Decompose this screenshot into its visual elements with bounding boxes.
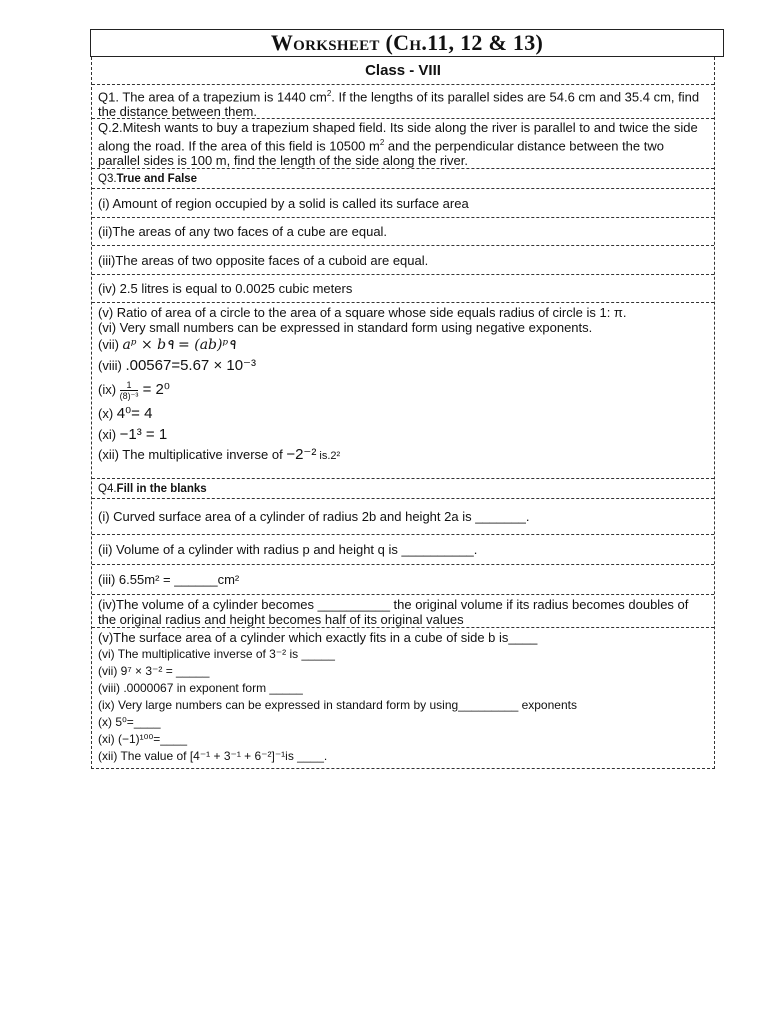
- q3-xii-label: (xii) The multiplicative inverse of: [98, 447, 287, 462]
- q3-x-label: (x): [98, 406, 117, 421]
- q2-text-b: and the perpendicular distance between the two parallel sides is 100 m, find the length of the side along the river.: [98, 138, 664, 169]
- q4-item-v: (v)The surface area of a cylinder which exactly fits in a cube of side b is____: [98, 630, 538, 645]
- q3-item-iii: (iii)The areas of two opposite faces of a cuboid are equal.: [92, 246, 714, 275]
- q3-item-v: (v) Ratio of area of a circle to the area of a square whose side equals radius of circle is 1: π.: [98, 305, 627, 320]
- q4-item-ii: (ii) Volume of a cylinder with radius p and height q is __________.: [92, 535, 714, 565]
- q4-item-vii: (vii) 9⁷ × 3⁻² = _____: [98, 664, 210, 678]
- q4-title: Fill in the blanks: [116, 483, 207, 495]
- q4-item-x: (x) 5⁰=____: [98, 715, 161, 729]
- q3-item-viii: [98, 355, 708, 377]
- q4-item-ix: (ix) Very large numbers can be expressed in standard form by using_________ exponents: [98, 698, 577, 712]
- q3-xii-tail: is.2²: [316, 450, 341, 462]
- q2-sup: 2: [379, 138, 385, 147]
- q1-text-a: Q1. The area of a trapezium is 1440 cm: [98, 89, 327, 105]
- q3-ix-label: (ix): [98, 382, 120, 397]
- q2-text-a: Q.2.Mitesh wants to buy a trapezium shaped field. Its side along the river is parallel to and twice the side along the road. If the area of this field is 10500 m: [98, 120, 698, 154]
- q3-item-vii: [98, 335, 708, 355]
- q3-ix-numerator: 1: [120, 380, 139, 391]
- q3-item-vi: (vi) Very small numbers can be expressed in standard form using negative exponents.: [98, 320, 593, 335]
- q4-item-xii: (xii) The value of [4⁻¹ + 3⁻¹ + 6⁻²]⁻¹is ____.: [98, 749, 328, 763]
- q3-item-x: [98, 403, 708, 424]
- q3-viii-label: (viii): [98, 358, 126, 373]
- q3-item-ii: (ii)The areas of any two faces of a cube are equal.: [92, 218, 714, 246]
- q3-x-math: 4⁰= 4: [116, 405, 153, 422]
- q3-ix-fraction: [120, 380, 139, 401]
- q3-item-ix: [98, 377, 708, 403]
- worksheet: [90, 29, 724, 769]
- worksheet-title: Worksheet (Ch.11, 12 & 13): [90, 29, 724, 57]
- q3-item-xi: [98, 424, 708, 445]
- q3-item-i: (i) Amount of region occupied by a solid is called its surface area: [92, 189, 714, 218]
- q3-heading: [92, 169, 714, 189]
- q4-item-iv: (iv)The volume of a cylinder becomes __________ the original volume if its radius becomes doubles of the original radius and height becomes half of its original values: [92, 595, 714, 628]
- q4-item-viii: (viii) .0000067 in exponent form _____: [98, 681, 303, 695]
- class-label: Class - VIII: [92, 57, 714, 85]
- q3-vii-label: (vii): [98, 337, 123, 352]
- q3-item-iv: (iv) 2.5 litres is equal to 0.0025 cubic meters: [92, 275, 714, 303]
- q3-xi-math: −1³ = 1: [119, 426, 168, 443]
- q3-vii-math: aᵖ × b۹ = (ab)ᵖ۹: [122, 337, 236, 353]
- q4-block: [92, 628, 714, 768]
- question-1: [92, 85, 714, 119]
- q3-xii-math: −2⁻²: [286, 446, 317, 463]
- q4-item-iii: (iii) 6.55m² = ______cm²: [92, 565, 714, 595]
- q4-item-i: (i) Curved surface area of a cylinder of radius 2b and height 2a is _______.: [92, 499, 714, 535]
- q3-ix-rhs: = 2⁰: [138, 381, 170, 398]
- q4-number: Q4.: [98, 483, 117, 495]
- question-2: [92, 119, 714, 169]
- q4-heading: [92, 479, 714, 499]
- q3-number: Q3.: [98, 173, 117, 185]
- q4-item-vi: (vi) The multiplicative inverse of 3⁻² is _____: [98, 647, 335, 661]
- q1-sup: 2: [326, 89, 332, 98]
- q3-item-xii: [98, 445, 708, 465]
- q3-title: True and False: [116, 173, 198, 185]
- q1-text-b: . If the lengths of its parallel sides are 54.6 cm and 35.4 cm, find the distance between them.: [98, 89, 700, 120]
- worksheet-body: [91, 57, 715, 769]
- q3-viii-math: .00567=5.67 × 10⁻³: [125, 357, 256, 374]
- q3-block: [92, 303, 714, 479]
- q3-ix-denominator: (8)⁻³: [119, 391, 139, 402]
- q3-xi-label: (xi): [98, 427, 120, 442]
- q4-item-xi: (xi) (−1)¹⁰⁰=____: [98, 732, 187, 746]
